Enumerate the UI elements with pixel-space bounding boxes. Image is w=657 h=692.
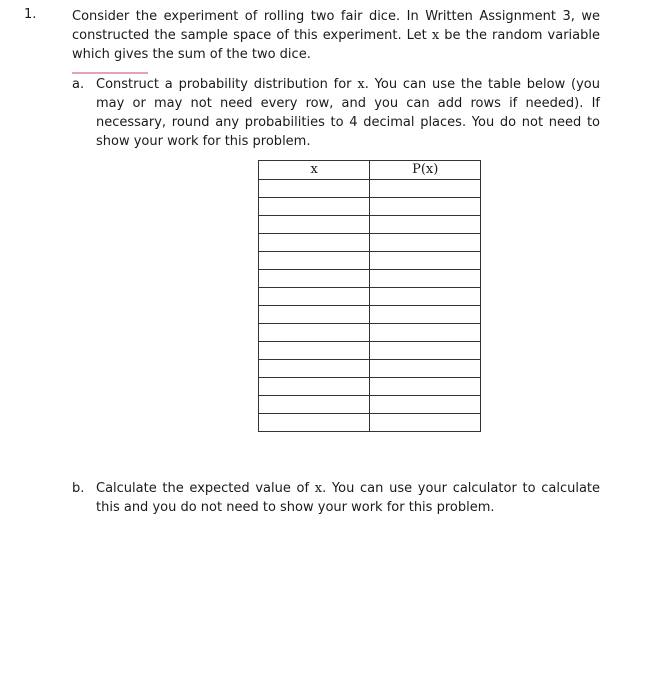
part-a-text xyxy=(96,75,600,151)
intro-variable: x xyxy=(431,28,440,43)
cell-px[interactable] xyxy=(370,216,481,234)
header-px: P(x) xyxy=(370,161,481,180)
table-row xyxy=(259,378,481,396)
cell-x[interactable] xyxy=(259,198,370,216)
cell-px[interactable] xyxy=(370,288,481,306)
part-a-text-1: Construct a probability distribution for xyxy=(96,77,358,92)
table-row xyxy=(259,360,481,378)
table-body xyxy=(259,180,481,432)
cell-x[interactable] xyxy=(259,216,370,234)
cell-px[interactable] xyxy=(370,324,481,342)
cell-px[interactable] xyxy=(370,414,481,432)
part-b-text xyxy=(96,479,600,517)
part-b-text-1: Calculate the expected value of xyxy=(96,481,315,496)
part-a-variable: x xyxy=(357,77,365,92)
cell-x[interactable] xyxy=(259,234,370,252)
cell-px[interactable] xyxy=(370,306,481,324)
table-row xyxy=(259,306,481,324)
cell-x[interactable] xyxy=(259,396,370,414)
part-a-letter: a. xyxy=(72,77,85,92)
cell-px[interactable] xyxy=(370,360,481,378)
table-row xyxy=(259,180,481,198)
cell-px[interactable] xyxy=(370,342,481,360)
cell-px[interactable] xyxy=(370,396,481,414)
cell-x[interactable] xyxy=(259,270,370,288)
probability-distribution-table xyxy=(258,160,481,432)
cell-x[interactable] xyxy=(259,414,370,432)
part-a xyxy=(72,75,600,151)
table-row xyxy=(259,396,481,414)
cell-px[interactable] xyxy=(370,234,481,252)
part-b-variable: x xyxy=(314,481,323,496)
cell-x[interactable] xyxy=(259,288,370,306)
accent-divider xyxy=(72,72,148,74)
cell-x[interactable] xyxy=(259,378,370,396)
cell-px[interactable] xyxy=(370,198,481,216)
table-row xyxy=(259,216,481,234)
cell-x[interactable] xyxy=(259,252,370,270)
table-row xyxy=(259,252,481,270)
cell-x[interactable] xyxy=(259,180,370,198)
table-row xyxy=(259,342,481,360)
table-row xyxy=(259,414,481,432)
cell-px[interactable] xyxy=(370,180,481,198)
table-row xyxy=(259,270,481,288)
table-row xyxy=(259,234,481,252)
intro-text-2: be the random variable which gives the sum of the two dice. xyxy=(72,28,600,62)
table-row xyxy=(259,324,481,342)
table-row xyxy=(259,198,481,216)
part-a-text-2: . You can use the table below (you may or may not need every row, and you can add rows if needed). If necessary, round any probabilities to 4 decimal places. You do not need to show your work for this problem. xyxy=(96,77,601,149)
part-b-text-2: . You can use your calculator to calculate this and you do not need to show your work for this problem. xyxy=(96,481,601,515)
cell-x[interactable] xyxy=(259,360,370,378)
table-row xyxy=(259,288,481,306)
table-header-row xyxy=(259,161,481,180)
part-b xyxy=(72,479,600,517)
cell-x[interactable] xyxy=(259,306,370,324)
cell-px[interactable] xyxy=(370,378,481,396)
header-x: x xyxy=(259,161,370,180)
question-number: 1. xyxy=(24,7,37,22)
part-b-letter: b. xyxy=(72,481,85,496)
question-intro xyxy=(72,7,600,64)
cell-x[interactable] xyxy=(259,324,370,342)
cell-x[interactable] xyxy=(259,342,370,360)
cell-px[interactable] xyxy=(370,270,481,288)
intro-text-1: Consider the experiment of rolling two fair dice. In Written Assignment 3, we constructed the sample space of this experiment. Let xyxy=(72,9,600,43)
cell-px[interactable] xyxy=(370,252,481,270)
